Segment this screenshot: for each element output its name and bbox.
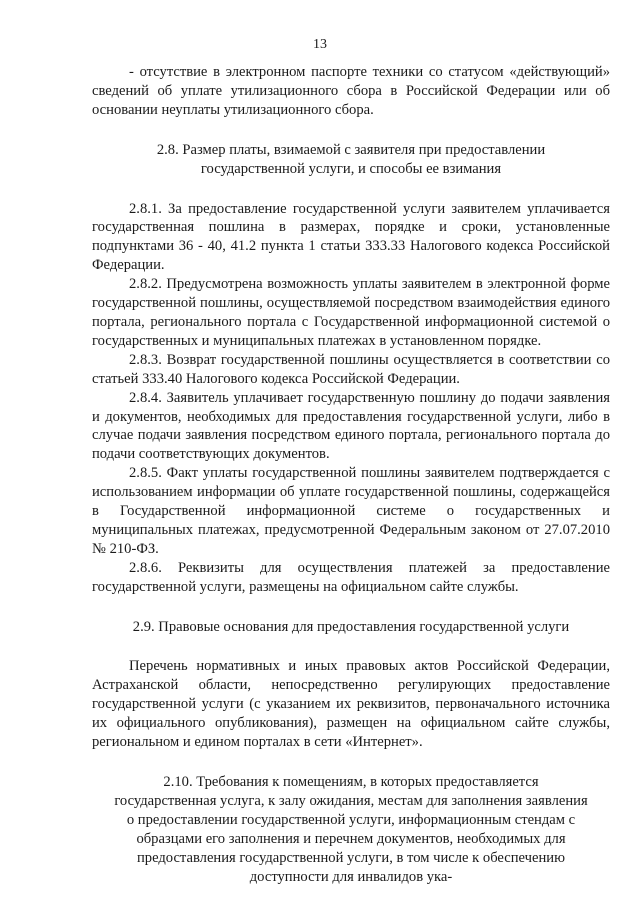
- paragraph-2-8-4: 2.8.4. Заявитель уплачивает государственную пошлину до подачи заявления и документов, необходимых для предоставления государственной услуги, либо в случае подачи заявления посредством единого портала, регионального портала до подачи соответствующих документов.: [92, 389, 610, 463]
- document-body: [92, 63, 610, 886]
- section-heading-2-8: 2.8. Размер платы, взимаемой с заявителя при предоставлении государственной услуги, и способы ее взимания: [156, 141, 546, 177]
- spacer: [92, 636, 610, 657]
- paragraph-2-8-1: 2.8.1. За предоставление государственной услуги заявителем уплачивается государственная пошлина в размерах, порядке и сроки, установленные подпунктами 36 - 40, 41.2 пункта 1 статьи 333.33 Налогового кодекса Российской Федерации.: [92, 200, 610, 274]
- spacer: [92, 120, 610, 141]
- spacer: [92, 597, 610, 618]
- spacer: [92, 752, 610, 773]
- paragraph-intro: - отсутствие в электронном паспорте техники со статусом «действующий» сведений об уплате утилизационного сбора в Российской Федерации или об основании неуплаты утилизационного сбора.: [92, 64, 610, 118]
- page-number: 13: [313, 37, 327, 52]
- paragraph-2-9: Перечень нормативных и иных правовых актов Российской Федерации, Астраханской области, непосредственно регулирующих предоставление государственной услуги (с указанием их реквизитов, первоначального источника их официального опубликования), размещен на официальном сайте службы, региональном и едином порталах в сети «Интернет».: [92, 658, 610, 751]
- paragraph-2-8-6: 2.8.6. Реквизиты для осуществления платежей за предоставление государственной услуги, размещены на официальном сайте службы.: [92, 559, 610, 595]
- section-heading-2-9: 2.9. Правовые основания для предоставления государственной услуги: [132, 618, 570, 635]
- spacer: [92, 179, 610, 200]
- paragraph-2-8-5: 2.8.5. Факт уплаты государственной пошлины заявителем подтверждается с использованием информации об уплате государственной пошлины, содержащейся в Государственной информационной системе о государственных и муниципальных платежах, предусмотренной Федеральным законом от 27.07.2010 № 210-ФЗ.: [92, 465, 610, 557]
- section-heading-2-10: 2.10. Требования к помещениям, в которых предоставляется государственная услуга, к залу ожидания, местам для заполнения заявления о предоставлении государственной услуги, информационным стендам с образцами его заполнения и перечнем документов, необходимых для предоставления государственной услуги, в том числе к обеспечению доступности для инвалидов ука-: [114, 774, 588, 885]
- paragraph-2-8-3: 2.8.3. Возврат государственной пошлины осуществляется в соответствии со статьей 333.40 Налогового кодекса Российской Федерации.: [92, 351, 610, 387]
- paragraph-2-8-2: 2.8.2. Предусмотрена возможность уплаты заявителем в электронной форме государственной пошлины, осуществляемой посредством взаимодействия единого портала, регионального портала с Государственной информационной системой о государственных и муниципальных платежах в установленном порядке.: [92, 276, 610, 349]
